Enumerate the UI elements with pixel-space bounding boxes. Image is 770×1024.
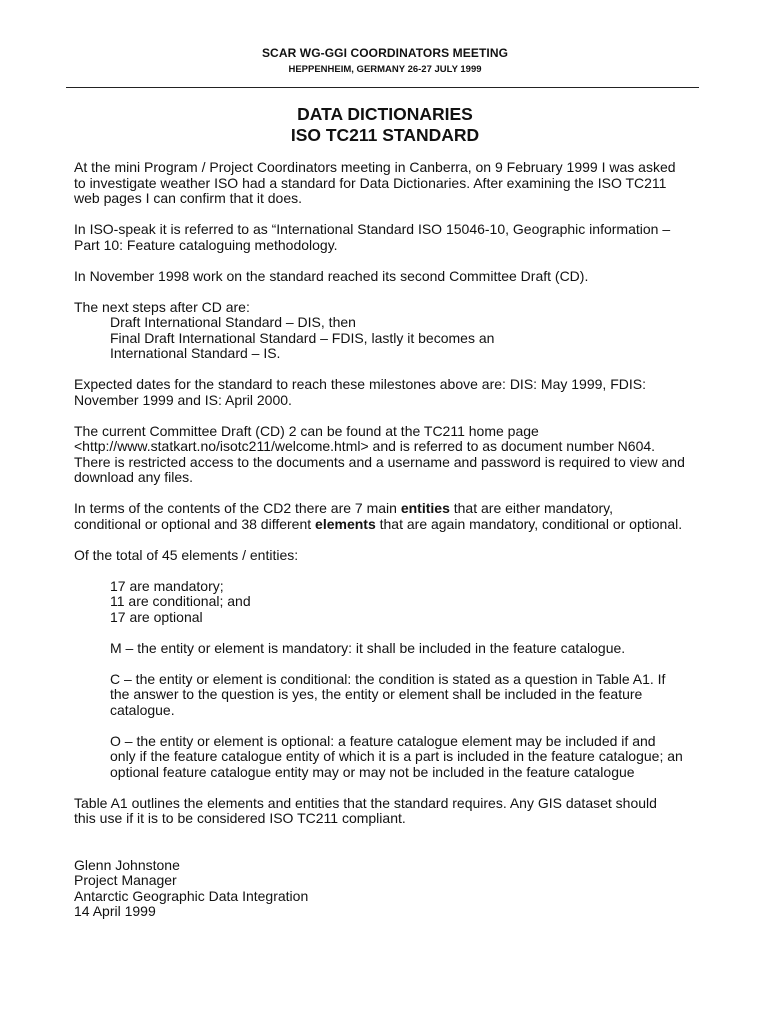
document-body [74,160,704,935]
text-line [74,517,704,533]
text-line: At the mini Program / Project Coordinators meeting in Canberra, on 9 February 1999 I was asked [74,159,676,175]
text-line: November 1999 and IS: April 2000. [74,391,292,408]
count-item: 11 are conditional; and [110,593,251,609]
paragraph-totals [74,548,704,564]
text-line: In November 1998 work on the standard reached its second Committee Draft (CD). [74,267,589,284]
definition-optional [74,734,704,781]
text-line: There is restricted access to the documents and a username and password is required to view and [74,453,685,470]
paragraph-table-a1 [74,796,704,827]
signature-date: 14 April 1999 [74,903,156,919]
text-line: M – the entity or element is mandatory: it shall be included in the feature catalogue. [110,639,626,656]
text-run: that are again mandatory, conditional or optional. [375,515,683,532]
paragraph-intro [74,160,704,207]
text-run: that are either mandatory, [449,500,614,516]
signature-organization: Antarctic Geographic Data Integration [74,887,309,904]
text-line: download any files. [74,469,194,485]
count-item: 17 are optional [110,608,203,625]
step-item: Draft International Standard – DIS, then [110,314,356,330]
text-line: Expected dates for the standard to reach these milestones above are: DIS: May 1999, FDIS: [74,376,646,392]
count-list [74,579,704,626]
text-run: In terms of the contents of the CD2 there are 7 main [74,500,401,516]
spacer [74,842,704,858]
definition-conditional [74,672,704,719]
text-line: optional feature catalogue entity may or may not be included in the feature catalogue [110,763,635,780]
text-line: The current Committee Draft (CD) 2 can be found at the TC211 home page [74,422,539,439]
text-line: to investigate weather ISO had a standard for Data Dictionaries. After examining the ISO TC211 [74,174,667,191]
paragraph-next-steps [74,300,704,362]
meeting-title: SCAR WG-GGI COORDINATORS MEETING [261,46,509,60]
signature-role: Project Manager [74,872,177,888]
text-line: web pages I can confirm that it does. [74,190,303,206]
count-item: 17 are mandatory; [110,577,224,594]
text-line: this use if it is to be considered ISO TC211 compliant. [74,810,406,826]
paragraph-expected-dates [74,377,704,408]
paragraph-committee-draft [74,269,704,285]
text-line: O – the entity or element is optional: a feature catalogue element may be included if and [110,732,656,749]
document-title: DATA DICTIONARIES [297,104,473,124]
paragraph-current-draft [74,424,704,486]
text-line: Table A1 outlines the elements and entities that the standard requires. Any GIS dataset should [74,794,657,811]
signature-name: Glenn Johnstone [74,856,180,873]
text-line: C – the entity or element is conditional: the condition is stated as a question in Table A1. If [110,670,666,687]
text-line: The next steps after CD are: [74,298,250,315]
text-line: Of the total of 45 elements / entities: [74,546,299,563]
text-run: conditional or optional and 38 different [74,515,316,532]
bold-entities: entities [400,500,450,516]
meeting-location-date: HEPPENHEIM, GERMANY 26-27 JULY 1999 [288,64,482,75]
text-line: only if the feature catalogue entity of which it is a part is included in the feature catalogue; an [110,748,683,764]
paragraph-contents [74,501,704,532]
document-subtitle: ISO TC211 STANDARD [290,125,480,145]
definition-mandatory [74,641,704,657]
step-item: International Standard – IS. [110,345,281,361]
bold-elements: elements [315,515,376,532]
text-line: catalogue. [110,701,175,718]
paragraph-iso-speak [74,222,704,253]
text-line: <http://www.statkart.no/isotc211/welcome.html> and is referred to as document number N604. [74,438,656,454]
header-divider [66,87,699,88]
signature-block [74,858,704,920]
text-line: Part 10: Feature cataloguing methodology. [74,236,338,253]
text-line: In ISO-speak it is referred to as “International Standard ISO 15046-10, Geographic information – [74,221,671,237]
step-item: Final Draft International Standard – FDIS, lastly it becomes an [110,329,495,346]
text-line: the answer to the question is yes, the entity or element shall be included in the feature [110,686,643,702]
text-line [74,501,704,517]
